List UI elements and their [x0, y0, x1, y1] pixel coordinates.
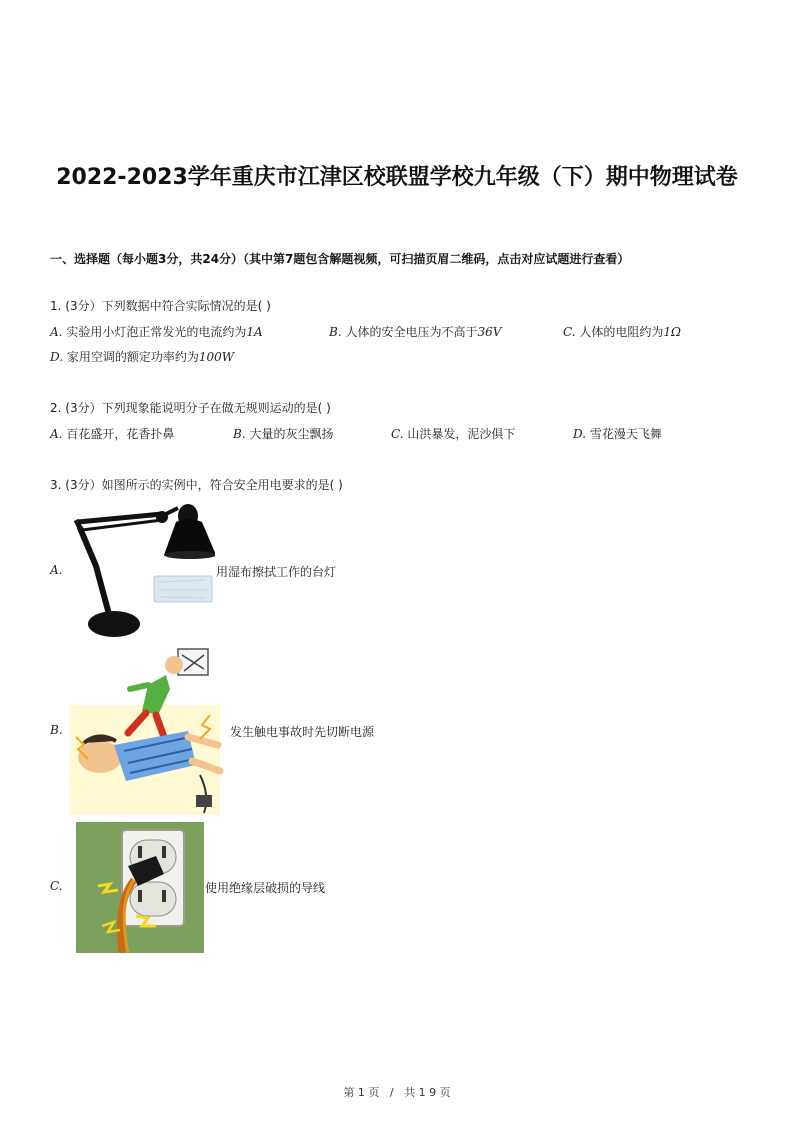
question-3-option-a-text: 用湿布擦拭工作的台灯 [216, 565, 337, 579]
question-3-option-b-text: 发生触电事故时先切断电源 [230, 725, 375, 739]
question-1-option-c: C. 人体的电阻约为1Ω [563, 325, 682, 339]
page-title: 2022-2023学年重庆市江津区校联盟学校九年级（下）期中物理试卷 [56, 165, 738, 190]
question-3-option-c-text: 使用绝缘层破损的导线 [205, 881, 326, 895]
damaged-wire-image [76, 822, 204, 953]
section-heading: 一、选择题（每小题3分，共24分）（其中第7题包含解题视频，可扫描页眉二维码，点击对应试题进行查看） [50, 252, 630, 266]
question-1-option-b: B. 人体的安全电压为不高于36V [329, 325, 502, 339]
question-2-stem: 2. (3分）下列现象能说明分子在做无规则运动的是( ) [50, 401, 331, 415]
question-2-option-d: D. 雪花漫天飞舞 [573, 427, 662, 441]
question-2-option-a: A. 百花盛开，花香扑鼻 [50, 427, 175, 441]
damaged-wire-socket-illustration [76, 822, 204, 953]
question-2-option-b: B. 大量的灰尘飘扬 [233, 427, 334, 441]
desk-lamp-image [70, 500, 215, 642]
page-footer: 第 1 页 / 共 1 9 页 [343, 1086, 451, 1099]
electric-shock-illustration [70, 645, 228, 820]
question-1-option-a: A. 实验用小灯泡正常发光的电流约为1A [50, 325, 263, 339]
question-3-option-c-letter: C. [50, 879, 63, 893]
question-1-stem: 1. (3分）下列数据中符合实际情况的是( ) [50, 299, 271, 313]
question-2-option-c: C. 山洪暴发，泥沙俱下 [391, 427, 516, 441]
question-3-option-b-letter: B. [50, 723, 63, 737]
question-3-stem: 3. (3分）如图所示的实例中，符合安全用电要求的是( ) [50, 478, 343, 492]
question-1-option-d: D. 家用空调的额定功率约为100W [50, 350, 235, 364]
question-3-option-a-letter: A. [50, 563, 63, 577]
desk-lamp-illustration [70, 500, 215, 642]
electric-shock-image [70, 645, 228, 820]
